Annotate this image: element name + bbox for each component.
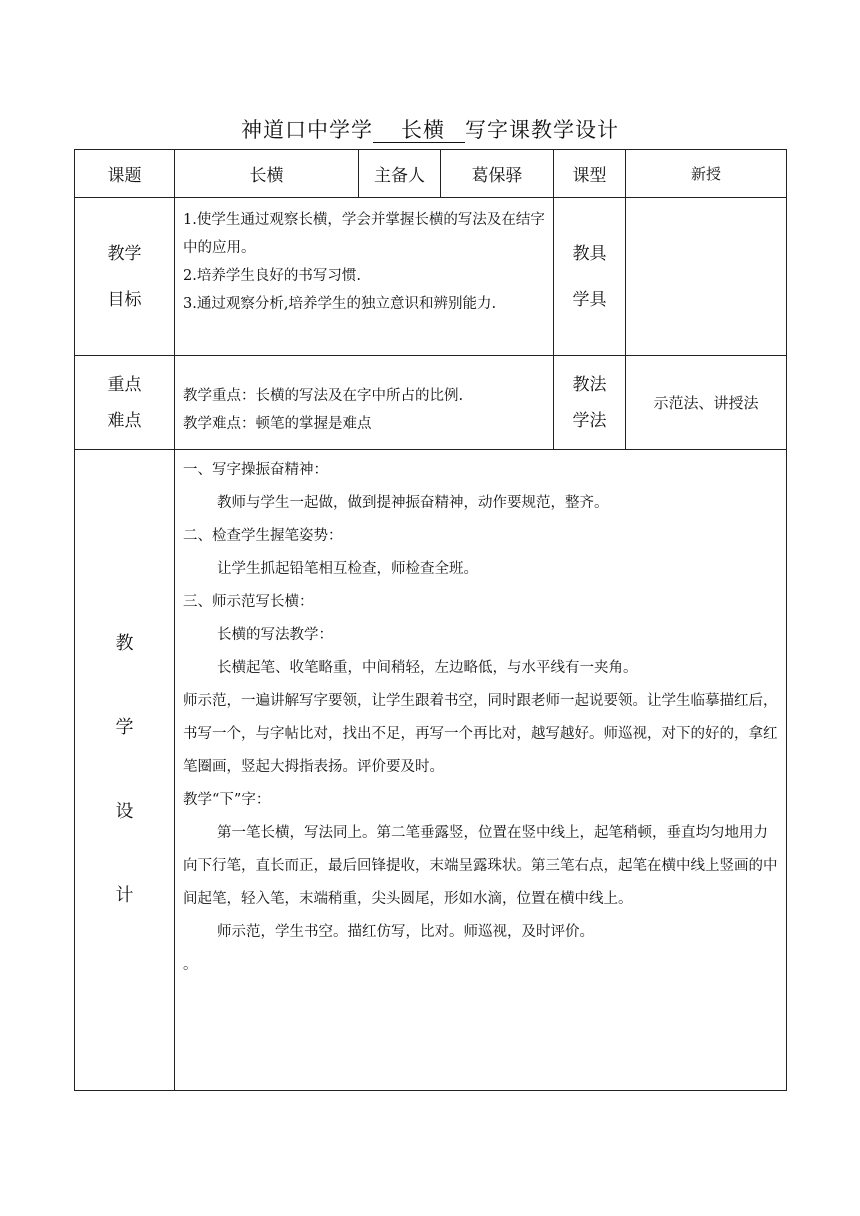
design-paragraph: 让学生抓起铅笔相互检查，师检查全班。 (217, 561, 478, 577)
design-label-char-4: 计 (115, 885, 134, 906)
design-paragraph: 师示范，学生书空。描红仿写，比对。师巡视，及时评价。 (217, 924, 594, 940)
design-row (75, 450, 787, 1091)
lead-value: 葛保驿 (441, 150, 554, 198)
goals-label (75, 198, 175, 356)
title-prefix: 神道口中学学 (241, 118, 373, 142)
keys-label-line-2: 难点 (107, 410, 142, 431)
design-paragraph: 一、写字操振奋精神： (183, 462, 328, 478)
method-label-line-2: 学法 (572, 410, 607, 431)
keys-label (75, 356, 175, 450)
tools-value (626, 198, 787, 356)
design-paragraph: 师示范，一遍讲解写字要领，让学生跟着书空，同时跟老师一起说要领。让学生临摹描红后，书写一个，与字帖比对，找出不足，再写一个再比对，越写越好。师巡视，对下的好的，拿红笔圈画，竖起大拇指表扬。评价要及时。 (183, 693, 778, 775)
goal-item-2: 2.培养学生良好的书写习惯. (183, 268, 361, 284)
goal-item-3: 3.通过观察分析,培养学生的独立意识和辨别能力. (183, 296, 497, 312)
design-label-char-2: 学 (115, 717, 134, 738)
difficulty-point: 教学难点：顿笔的掌握是难点 (183, 415, 372, 432)
title-suffix: 写字课教学设计 (465, 118, 619, 142)
key-point: 教学重点：长横的写法及在字中所占的比例. (183, 387, 464, 404)
tools-label (554, 198, 626, 356)
type-label: 课型 (554, 150, 626, 198)
goal-item-1: 1.使学生通过观察长横，学会并掌握长横的写法及在结字中的应用。 (183, 212, 545, 256)
method-label (554, 356, 626, 450)
design-paragraph: 教学“下”字： (183, 792, 271, 808)
design-paragraph: 第一笔长横，写法同上。第二笔垂露竖，位置在竖中线上，起笔稍顿，垂直均匀地用力向下行笔，直长而正，最后回锋提收，末端呈露珠状。第三笔右点，起笔在横中线上竖画的中间起笔，轻入笔，末端稍重，尖头圆尾，形如水滴，位置在横中线上。 (183, 825, 778, 907)
method-label-line-1: 教法 (572, 374, 607, 395)
design-paragraph: 。 (183, 957, 198, 973)
design-paragraph: 三、师示范写长横： (183, 594, 314, 610)
keys-row (75, 356, 787, 450)
subject-label: 课题 (75, 150, 175, 198)
page-title (0, 114, 860, 144)
design-paragraph: 长横起笔、收笔略重，中间稍轻，左边略低，与水平线有一夹角。 (217, 660, 638, 676)
keys-label-line-1: 重点 (107, 374, 142, 395)
lesson-plan-table (74, 149, 787, 1091)
goals-row (75, 198, 787, 356)
goals-content (175, 198, 554, 356)
design-paragraph: 教师与学生一起做，做到提神振奋精神，动作要规范，整齐。 (217, 495, 609, 511)
tools-label-line-2: 学具 (572, 289, 607, 310)
goals-label-line-2: 目标 (107, 289, 142, 310)
tools-label-line-1: 教具 (572, 243, 607, 264)
method-value: 示范法、讲授法 (626, 356, 787, 450)
design-paragraph: 二、检查学生握笔姿势： (183, 528, 343, 544)
title-topic: 长横 (373, 118, 465, 143)
design-paragraph: 长横的写法教学： (217, 627, 333, 643)
lead-label: 主备人 (359, 150, 441, 198)
design-label (75, 450, 175, 1091)
design-content (175, 450, 787, 1091)
type-value: 新授 (626, 150, 787, 198)
keys-content (175, 356, 554, 450)
design-label-char-1: 教 (115, 633, 134, 654)
design-label-char-3: 设 (115, 801, 134, 822)
goals-label-line-1: 教学 (107, 243, 142, 264)
header-row (75, 150, 787, 198)
subject-value: 长横 (175, 150, 359, 198)
